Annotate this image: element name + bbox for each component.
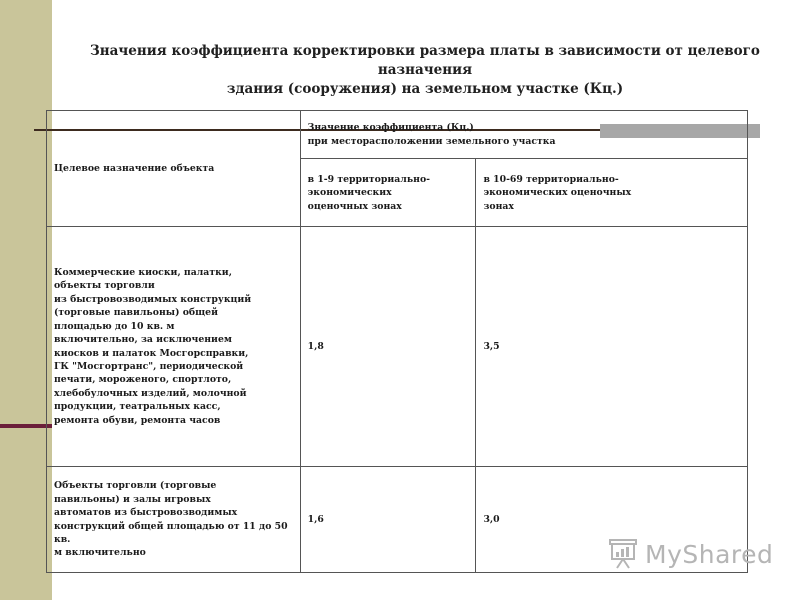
row-2-purpose-line: м включительно [54,547,146,559]
row-1-purpose-line: из быстровозводимых конструкций [54,293,252,305]
title-line-1: Значения коэффициента корректировки размера платы в зависимости от целевого назначения [90,43,760,78]
projector-screen-icon [607,537,641,571]
coefficient-table [46,110,748,573]
row-1-purpose-line: киосков и палаток Мосгорсправки, [54,347,249,359]
row-1-purpose-line: (торговые павильоны) общей [54,307,218,319]
row-1-purpose-line: включительно, за исключением [54,334,232,346]
table-row [47,227,748,467]
row-1-purpose-line: площадью до 10 кв. м [54,320,175,332]
row-2-purpose-line: павильоны) и залы игровых [54,493,211,505]
header-zone-1-line: экономических [307,187,392,199]
title-line-2: здания (сооружения) на земельном участке (Кц.) [226,81,624,97]
row-2-zone-1-value: 1,6 [300,467,476,573]
row-1-purpose-line: продукции, театральных касс, [54,401,221,413]
header-zone-2-cell [476,159,748,227]
header-zone-1-line: оценочных зонах [307,200,402,212]
header-zone-1-cell [300,159,476,227]
row-1-purpose-line: Коммерческие киоски, палатки, [54,267,232,279]
row-1-purpose-line: ГК "Мосгортранс", периодической [54,360,244,372]
row-1-purpose-cell [47,227,301,467]
decorative-side-bar [0,0,52,600]
header-value-group-line-2: при месторасположении земельного участка [307,135,556,147]
row-1-zone-1-value: 1,8 [300,227,476,467]
row-2-purpose-line: Объекты торговли (торговые [54,480,217,492]
watermark [607,537,773,571]
header-zone-2-line: в 10-69 территориально- [483,174,619,185]
row-2-purpose-cell [47,467,301,573]
row-1-purpose-line: хлебобулочных изделий, молочной [54,387,247,399]
page-title [60,42,790,99]
row-2-zone-2-value: 3,0 [476,467,748,573]
watermark-text: MyShared [645,539,774,569]
row-2-purpose-line: автоматов из быстровозводимых [54,507,238,519]
decorative-side-accent [0,424,52,428]
header-purpose-label: Целевое назначение объекта [54,162,215,174]
header-value-group-line-1: Значение коэффициента (Кц.) [307,122,474,134]
row-1-purpose-line: ремонта обуви, ремонта часов [54,414,221,426]
header-zone-1-line: в 1-9 территориально- [307,174,431,185]
row-1-purpose-line: объекты торговли [54,280,155,292]
header-purpose-cell [47,111,301,227]
row-1-purpose-line: печати, мороженого, спортлото, [54,374,232,386]
row-2-purpose-line: конструкций общей площадью от 11 до 50 кв. [54,520,288,545]
header-zone-2-line: зонах [483,200,514,212]
header-value-group-cell [300,111,747,159]
row-1-zone-2-value: 3,5 [476,227,748,467]
header-zone-2-line: экономических оценочных [483,187,632,199]
table-header-row [47,111,748,159]
